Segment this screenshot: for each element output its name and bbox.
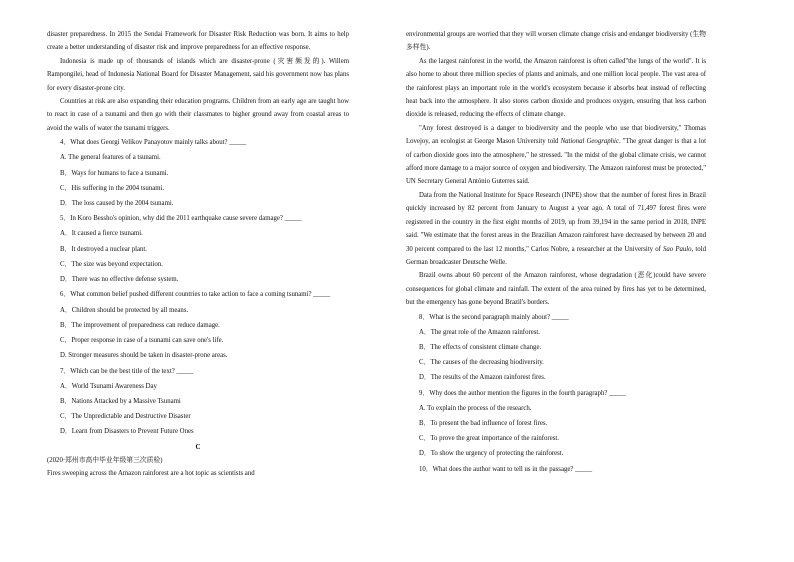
option: A．It caused a fierce tsunami. [60, 230, 143, 238]
question-5: 5．In Koro Bessho's opinion, why did the 2011 earthquake cause severe damage? _____ [60, 215, 302, 223]
paragraph: Indonesia is made up of thousands of islands which are disaster-prone (灾害频发的). Willem Rampongilei, head of Indonesia National Board for Disaster Management, said his government now has plans for every disaster-prone city. [47, 57, 349, 92]
question-6: 6．What common belief pushed different countries to take action to face a coming tsunami? _____ [60, 291, 331, 299]
option: C．His suffering in the 2004 tsunami. [60, 184, 165, 192]
paragraph [406, 122, 706, 189]
paragraph: As the largest rainforest in the world, the Amazon rainforest is often called"the lungs of the world". It is also home to about three million species of plants and animals, and one million local people. The vast area of the rainforest plays an important role in the world's ecosystem because it absorbs heat instead of reflecting heat back into the atmosphere. It also stores carbon dioxide and produces oxygen, ensuring that less carbon dioxide is released, reducing the effects of climate change. [406, 57, 706, 119]
option: C．To prove the great importance of the rainforest. [419, 435, 559, 443]
option: C．The size was beyond expectation. [60, 260, 163, 268]
option: D．Learn from Disasters to Prevent Future Ones [60, 428, 194, 436]
paragraph: Countries at risk are also expanding their education programs. Children from an early age are taught how to react in case of a tsunami and then go with their classmates to higher ground away from coastal areas to avoid the walls of water the tsunami triggers. [47, 98, 349, 132]
paragraph-text: Data from the National Institute for Space Research (INPE) show that the number of forest fires in Brazil quickly increased by 82 percent from January to August a year ago. A total of 71,497 forest fires were registered in the country in the first eight months of 2019, up from 39,194 in the same period in 2018, INPE said. "We estimate that the forest areas in the Brazilian Amazon rainforest have decreased by between 20 and 30 percent compared to the last 12 months," Carlos Nobre, a researcher at the University of [406, 191, 706, 253]
option: A．The great role of the Amazon rainforest. [419, 328, 540, 336]
option: B．Ways for humans to face a tsunami. [60, 169, 169, 177]
question-9: 9．Why does the author mention the figures in the fourth paragraph? _____ [419, 389, 627, 397]
option: B．Nations Attacked by a Massive Tsunami [60, 397, 181, 405]
paragraph: environmental groups are worried that they will worsen climate change crisis and endanger biodiversity (生物多样性). [406, 31, 706, 52]
paragraph-text: , told German broadcaster Deutsche Welle. [406, 245, 706, 266]
passage-source: (2020·郑州市高中毕业年级第三次质检) [47, 456, 163, 464]
option: D．To show the urgency of protecting the rainforest. [419, 450, 564, 458]
option: B．The effects of consistent climate change. [419, 343, 542, 351]
place-name: Sao Paulo [663, 245, 692, 253]
option: C．Proper response in case of a tsunami can save one's life. [60, 337, 224, 345]
paragraph: Fires sweeping across the Amazon rainforest are a hot topic as scientists and [47, 469, 255, 477]
option: D．The results of the Amazon rainforest fires. [419, 374, 546, 382]
paragraph: Brazil owns about 60 percent of the Amazon rainforest, whose degradation (恶化)could have severe consequences for global climate and rainfall. The extent of the area ruined by fires has yet to be determined, but the emergency has gone beyond Brazil's borders. [406, 272, 706, 307]
option: B．The improvement of preparedness can reduce damage. [60, 321, 220, 329]
question-4: 4．What does Georgi Velikov Panayotov mainly talks about? _____ [60, 139, 247, 147]
option: C．The Unpredictable and Destructive Disaster [60, 413, 191, 421]
question-7: 7．Which can be the best title of the text? _____ [60, 367, 194, 375]
question-10: 10．What does the author want to tell us in the passage? _____ [419, 465, 593, 473]
publication-name: National Geographic [560, 138, 619, 146]
paragraph-text: "Any forest destroyed is a danger to biodiversity and the people who use that biodiversity," Thomas Lovejoy, an ecologist at George Mason University told [406, 124, 706, 146]
option: B．It destroyed a nuclear plant. [60, 245, 148, 253]
option: C．The causes of the decreasing biodiversity. [419, 359, 544, 367]
paragraph-text: . "The great danger is that a lot of carbon dioxide goes into the atmosphere," he stressed. "In the midst of the global climate crisis, we cannot afford more damage to a major source of oxygen and biodiversity. The Amazon rainforest must be protected," UN Secretary General António Guterres said. [406, 138, 706, 186]
paragraph: disaster preparedness. In 2015 the Sendai Framework for Disaster Risk Reduction was born. It aims to help create a better understanding of disaster risk and improve preparedness for an effective response. [47, 31, 349, 52]
option: B．To present the bad influence of forest fires. [419, 419, 548, 427]
left-column [47, 28, 349, 480]
option: D. Stronger measures should be taken in disaster-prone areas. [60, 352, 228, 360]
question-8: 8．What is the second paragraph mainly about? _____ [419, 313, 569, 321]
option: A. To explain the process of the research. [419, 404, 532, 412]
option: D．There was no effective defense system. [60, 276, 179, 284]
right-column [406, 28, 706, 477]
option: A．Children should be protected by all means. [60, 306, 189, 314]
option: A. The general features of a tsunami. [60, 154, 161, 162]
option: A．World Tsunami Awareness Day [60, 382, 157, 390]
paragraph [406, 189, 706, 269]
option: D．The loss caused by the 2004 tsunami. [60, 200, 174, 208]
section-heading: C [195, 442, 201, 451]
